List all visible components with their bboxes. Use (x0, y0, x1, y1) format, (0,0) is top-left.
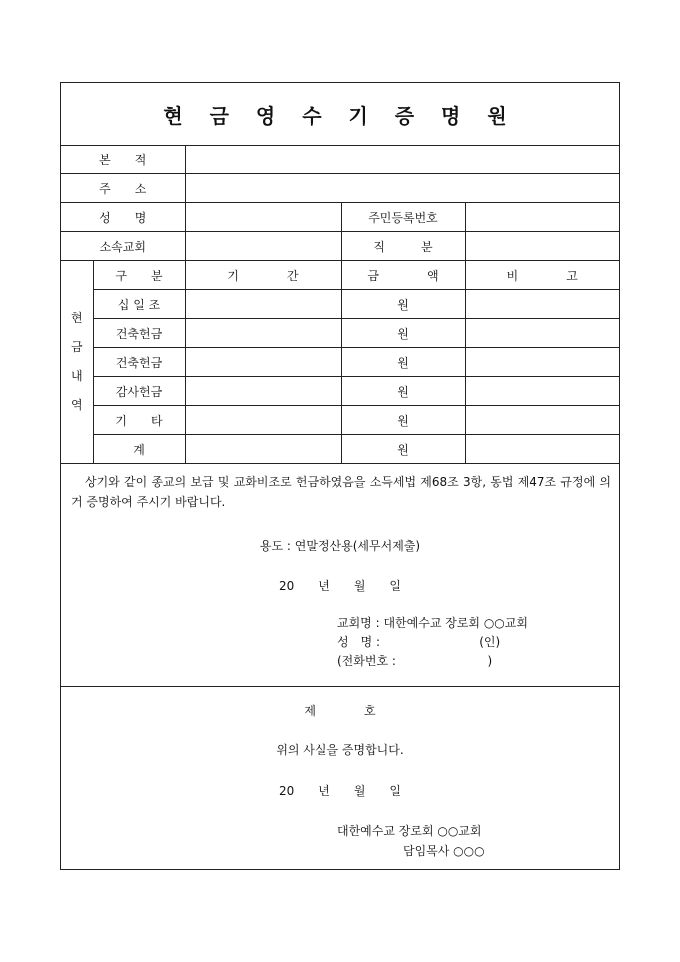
request-section (61, 454, 619, 687)
phone-line: (전화번호 : ) (337, 654, 493, 668)
side-char: 역 (70, 398, 83, 412)
amount-field[interactable]: 원 (341, 377, 465, 406)
certificate-number: 제 호 (304, 704, 376, 718)
address-field[interactable] (185, 174, 619, 203)
rrn-field[interactable] (465, 203, 619, 232)
header-category: 구 분 (93, 261, 185, 290)
certify-date: 20 년 월 일 (278, 784, 402, 798)
remarks-field[interactable] (465, 290, 619, 319)
side-char: 현 (70, 311, 83, 325)
header-period: 기 간 (185, 261, 341, 290)
rrn-label: 주민등록번호 (341, 203, 465, 232)
amount-field[interactable]: 원 (341, 435, 465, 464)
address-label: 주 소 (61, 174, 185, 203)
church-label: 소속교회 (61, 232, 185, 261)
cash-row (61, 348, 619, 377)
certify-text: 위의 사실을 증명합니다. (276, 743, 404, 757)
remarks-field[interactable] (465, 348, 619, 377)
amount-field[interactable]: 원 (341, 290, 465, 319)
cash-row-label: 기 타 (93, 406, 185, 435)
row-name (61, 203, 619, 232)
remarks-field[interactable] (465, 319, 619, 348)
header-remarks: 비 고 (465, 261, 619, 290)
period-field[interactable] (185, 319, 341, 348)
position-field[interactable] (465, 232, 619, 261)
cash-side-label (61, 261, 93, 464)
amount-field[interactable]: 원 (341, 319, 465, 348)
issuer-pastor: 담임목사 ○○○ (403, 844, 485, 858)
row-domicile (61, 145, 619, 174)
issuer-org: 대한예수교 장로회 ○○교회 (337, 824, 482, 838)
name-label: 성 명 (61, 203, 185, 232)
cash-row (61, 319, 619, 348)
cash-row-label: 건축헌금 (93, 348, 185, 377)
cash-row-label: 십 일 조 (93, 290, 185, 319)
cash-total-label: 계 (93, 435, 185, 464)
domicile-label: 본 적 (61, 145, 185, 174)
cash-header-row (61, 261, 619, 290)
cash-row (61, 377, 619, 406)
purpose-line: 용도 : 연말정산용(세무서제출) (259, 539, 421, 553)
amount-field[interactable]: 원 (341, 348, 465, 377)
side-char: 내 (70, 369, 83, 383)
row-address (61, 174, 619, 203)
applicant-line: 성 명 : (인) (337, 635, 501, 649)
period-field[interactable] (185, 348, 341, 377)
remarks-field[interactable] (465, 406, 619, 435)
certificate-form (60, 82, 620, 870)
period-field[interactable] (185, 377, 341, 406)
info-table (61, 145, 619, 464)
remarks-field[interactable] (465, 377, 619, 406)
request-date: 20 년 월 일 (278, 579, 402, 593)
cash-row-label: 감사헌금 (93, 377, 185, 406)
cash-row (61, 290, 619, 319)
cash-row (61, 406, 619, 435)
cash-row-label: 건축헌금 (93, 319, 185, 348)
header-amount: 금 액 (341, 261, 465, 290)
church-field[interactable] (185, 232, 341, 261)
certification-section (61, 686, 619, 870)
form-title: 현 금 영 수 기 증 명 원 (61, 83, 619, 146)
period-field[interactable] (185, 406, 341, 435)
request-paragraph: 상기와 같이 종교의 보급 및 교화비조로 헌금하였음을 소득세법 제68조 3항, 동법 제47조 규정에 의거 증명하여 주시기 바랍니다. (71, 475, 611, 509)
side-char: 금 (70, 340, 83, 354)
period-field[interactable] (185, 290, 341, 319)
amount-field[interactable]: 원 (341, 406, 465, 435)
position-label: 직 분 (341, 232, 465, 261)
row-church (61, 232, 619, 261)
church-name-line: 교회명 : 대한예수교 장로회 ○○교회 (337, 616, 528, 630)
domicile-field[interactable] (185, 145, 619, 174)
name-field[interactable] (185, 203, 341, 232)
